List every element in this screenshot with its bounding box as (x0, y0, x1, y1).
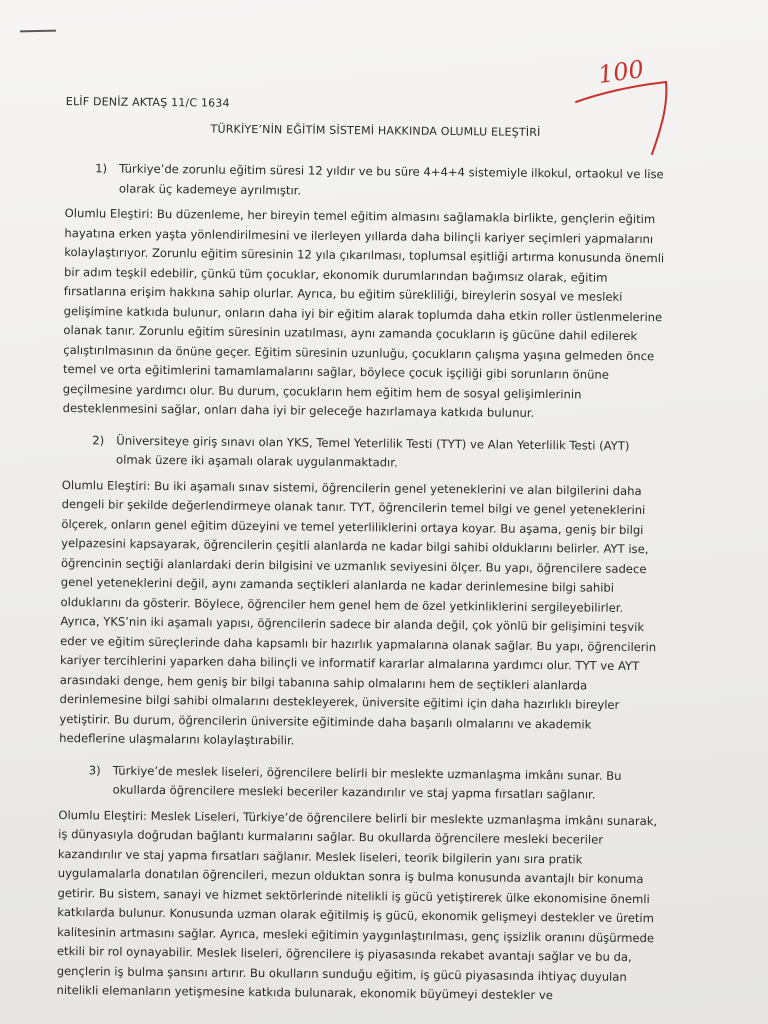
critique-paragraph: Olumlu Eleştiri: Meslek Liseleri, Türkiye’de öğrencilere belirli bir meslekte uzmanlaşma imkânı sunarak, iş dünyasıyla doğrudan bağlantı kurmalarını sağlar. Bu okullarda öğrencilere mesleki beceriler kazandırılır ve staj yapma fırsatları sağlanır. Meslek liseleri, teorik bilgilerin yanı sıra pratik uygulamalarla donatılan öğrencileri, mezun olduktan sonra iş bulma konusunda avantajlı bir konuma getirir. Bu sistem, sanayi ve hizmet sektörlerinde nitelikli iş gücü yetiştirerek ülke ekonomisine önemli katkılarda bulunur. Konusunda uzman olarak eğitilmiş iş gücü, ekonomik gelişmeyi destekler ve üretim kalitesinin artmasını sağlar. Ayrıca, mesleki eğitimin yaygınlaştırılması, genç işsizlik oranını düşürmede etkili bir rol oynayabilir. Meslek liseleri, öğrencilere iş piyasasında rekabet avantajı sağlar ve bu da, gençlerin iş bulma şansını artırır. Bu okulların sunduğu eğitim, iş gücü piyasasında ihtiyaç duyulan nitelikli elemanların yetişmesine katkıda bulunarak, ekonomik büyümeyi destekler ve (56, 807, 658, 1003)
list-item (92, 431, 662, 476)
critique-paragraph: Olumlu Eleştiri: Bu düzenleme, her bireyin temel eğitim almasını sağlamakla birlikte, gençlerin eğitim hayatına erken yaşta yönlendirilmesini ve ilerleyen yıllarda daha bilinçli kariyer seçimleri yapmalarını kolaylaştırıyor. Zorunlu eğitim süresinin 12 yıla çıkarılması, toplumsal eşitliği artırma konusunda önemli bir adım teşkil edebilir, çünkü tüm çocuklar, ekonomik durumlarından bağımsız olarak, eğitim fırsatlarına erişim hakkına sahip olurlar. Ayrıca, bu eğitim sürekliliği, bireylerin sosyal ve mesleki gelişimine katkıda bulunur, onların daha iyi bir eğitim alarak toplumda daha etkin roller üstlenmelerine olanak tanır. Zorunlu eğitim süresinin uzatılması, aynı zamanda çocukların iş gücüne dahil edilerek çalıştırılmasının da önüne geçer. Eğitim süresinin uzunluğu, çocukların çalışma yaşına gelmeden önce temel ve orta eğitimlerini tamamlamalarını sağlar, böylece çocuk işçiliği gibi sorunların önüne geçilmesine yardımcı olur. Bu durum, çocukların hem eğitim hem de sosyal gelişimlerinin desteklenmesini sağlar, onları daha iyi bir geleceğe hazırlamaya katkıda bulunur. (62, 205, 665, 420)
item-number: 2) (92, 432, 105, 447)
document-title: TÜRKİYE’NİN EĞİTİM SİSTEMİ HAKKINDA OLUMLU ELEŞTİRİ (210, 122, 541, 139)
item-number: 3) (88, 762, 101, 777)
critique-paragraph: Olumlu Eleştiri: Bu iki aşamalı sınav sistemi, öğrencilerin genel yeteneklerini ve alan bilgilerini daha dengeli bir şekilde değerlendirmeye olanak tanır. TYT, öğrencilerin temel bilgi ve genel yeteneklerini ölçerek, onların genel eğitim düzeyini ve temel yeterliliklerini ortaya koyar. Bu aşama, geniş bir bilgi yelpazesini kapsayarak, öğrencilerin çeşitli alanlarda ne kadar bilgi sahibi olduklarını belirler. AYT ise, öğrencinin seçtiği alanlardaki derin bilgisini ve uzmanlık seviyesini ölçer. Bu yapı, öğrencilere sadece genel yeteneklerini değil, aynı zamanda seçtikleri alanlarda ne kadar derinlemesine bilgi sahibi olduklarını da gösterir. Böylece, öğrenciler hem genel hem de özel yetkinliklerini sergileyebilirler. Ayrıca, YKS’nin iki aşamalı yapısı, öğrencilerin sadece bir alanda değil, çok yönlü bir gelişimini teşvik eder ve eğitim süreçlerinde daha kapsamlı bir hazırlık yapmalarına olanak sağlar. Bu yapı, öğrencilerin kariyer tercihlerini yaparken daha bilinçli ve informatif kararlar almalarına yardımcı olur. TYT ve AYT arasındaki denge, hem geniş bir bilgi tabanına sahip olmalarını hem de seçtikleri alanlarda derinlemesine bilgi sahibi olmalarını destekleyerek, üniversite eğitimi için daha hazırlıklı bireyler yetiştirir. Bu durum, öğrencilerin üniversite eğitiminde daha başarılı olmalarını ve akademik hedeflerine ulaşmalarını kolaylaştırabilir. (59, 477, 657, 748)
pen-mark-line (20, 30, 56, 33)
item-statement: Üniversiteye giriş sınavı olan YKS, Temel Yeterlilik Testi (TYT) ve Alan Yeterlilik Testi (AYT) olmak üzere iki aşamalı olarak uygulanmaktadır. (116, 433, 630, 470)
item-statement: Türkiye’de zorunlu eğitim süresi 12 yıldır ve bu süre 4+4+4 sistemiyle ilkokul, ortaokul ve lise olarak üç kademeye ayrılmıştır. (118, 161, 664, 197)
document-body (56, 86, 666, 1019)
list-item (89, 761, 659, 806)
list-item (95, 159, 665, 204)
grade-score: 100 (596, 54, 646, 90)
student-info: ELİF DENİZ AKTAŞ 11/C 1634 (65, 94, 230, 110)
item-statement: Türkiye’de meslek liseleri, öğrencilere belirli bir meslekte uzmanlaşma imkânı sunar. Bu okullarda öğrencilere mesleki beceriler kazandırılır ve staj yapma fırsatları sağlanır. (112, 763, 622, 802)
item-number: 1) (95, 161, 108, 176)
